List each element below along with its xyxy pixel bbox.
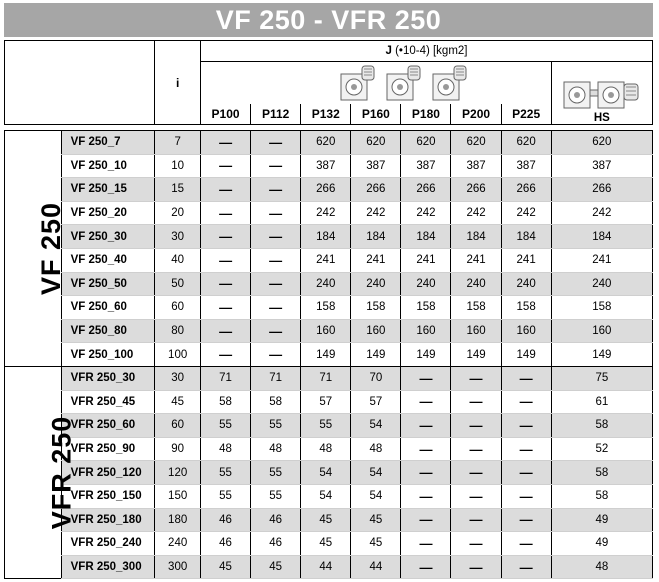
inertia-cell: 55 xyxy=(251,484,301,508)
inertia-cell: — xyxy=(401,367,451,391)
inertia-cell: 45 xyxy=(351,508,401,532)
inertia-cell: 184 xyxy=(401,225,451,249)
inertia-cell: — xyxy=(401,555,451,579)
inertia-cell: — xyxy=(451,367,501,391)
inertia-cell: — xyxy=(201,131,251,155)
inertia-cell: — xyxy=(201,248,251,272)
inertia-cell: 240 xyxy=(351,272,401,296)
model-cell: VF 250_40 xyxy=(61,248,155,272)
inertia-cell: — xyxy=(251,343,301,367)
inertia-cell: 45 xyxy=(201,555,251,579)
inertia-cell: 240 xyxy=(301,272,351,296)
inertia-cell: — xyxy=(501,508,551,532)
inertia-cell: — xyxy=(451,484,501,508)
inertia-cell: 241 xyxy=(451,248,501,272)
ratio-cell: 50 xyxy=(155,272,201,296)
inertia-cell: — xyxy=(501,414,551,438)
inertia-cell: — xyxy=(201,272,251,296)
column-header: P180 xyxy=(401,104,451,125)
model-cell: VF 250_60 xyxy=(61,296,155,320)
table-row xyxy=(5,343,653,367)
inertia-cell: 44 xyxy=(301,555,351,579)
model-cell: VFR 250_90 xyxy=(61,437,155,461)
table-row xyxy=(5,555,653,579)
table-row xyxy=(5,414,653,438)
table-row xyxy=(5,225,653,249)
inertia-cell: 48 xyxy=(201,437,251,461)
vfr250-table xyxy=(4,366,653,579)
ratio-cell: 90 xyxy=(155,437,201,461)
inertia-cell: — xyxy=(201,225,251,249)
inertia-cell: 54 xyxy=(351,414,401,438)
inertia-cell: 58 xyxy=(251,390,301,414)
model-cell: VF 250_100 xyxy=(61,343,155,367)
ratio-cell: 180 xyxy=(155,508,201,532)
inertia-cell: — xyxy=(401,532,451,556)
inertia-cell: 55 xyxy=(201,484,251,508)
inertia-cell: 620 xyxy=(501,131,551,155)
hs-cell: 620 xyxy=(551,131,652,155)
inertia-cell: 71 xyxy=(301,367,351,391)
inertia-cell: 46 xyxy=(251,532,301,556)
inertia-symbol: J xyxy=(385,45,392,57)
inertia-cell: 160 xyxy=(401,319,451,343)
inertia-cell: — xyxy=(251,272,301,296)
inertia-cell: 149 xyxy=(451,343,501,367)
inertia-cell: 71 xyxy=(201,367,251,391)
column-header: P225 xyxy=(501,104,551,125)
inertia-cell: 387 xyxy=(301,154,351,178)
inertia-cell: 242 xyxy=(451,201,501,225)
inertia-cell: — xyxy=(451,461,501,485)
inertia-cell: 240 xyxy=(451,272,501,296)
inertia-cell: 158 xyxy=(501,296,551,320)
table-row xyxy=(5,154,653,178)
inertia-cell: 55 xyxy=(201,461,251,485)
block-side-label: VF 250 xyxy=(36,201,67,295)
table-row xyxy=(5,178,653,202)
model-cell: VF 250_15 xyxy=(61,178,155,202)
table-row xyxy=(5,508,653,532)
inertia-cell: 54 xyxy=(301,484,351,508)
ratio-cell: 240 xyxy=(155,532,201,556)
inertia-cell: 266 xyxy=(401,178,451,202)
inertia-cell: — xyxy=(501,461,551,485)
inertia-cell: 46 xyxy=(251,508,301,532)
hs-cell: 48 xyxy=(551,555,652,579)
inertia-cell: 240 xyxy=(501,272,551,296)
ratio-cell: 7 xyxy=(155,131,201,155)
hs-cell: 158 xyxy=(551,296,652,320)
table-row xyxy=(5,367,653,391)
inertia-cell: 184 xyxy=(451,225,501,249)
inertia-cell: — xyxy=(501,367,551,391)
inertia-cell: 184 xyxy=(301,225,351,249)
inertia-cell: 158 xyxy=(451,296,501,320)
inertia-cell: — xyxy=(201,178,251,202)
model-cell: VFR 250_150 xyxy=(61,484,155,508)
header-hs-label: HS xyxy=(593,112,610,124)
hs-cell: 58 xyxy=(551,414,652,438)
hs-cell: 387 xyxy=(551,154,652,178)
inertia-cell: 48 xyxy=(301,437,351,461)
gear-motor-icon xyxy=(430,64,470,102)
inertia-cell: 387 xyxy=(351,154,401,178)
ratio-cell: 40 xyxy=(155,248,201,272)
ratio-cell: 20 xyxy=(155,201,201,225)
inertia-cell: — xyxy=(501,555,551,579)
inertia-cell: — xyxy=(401,484,451,508)
inertia-cell: 149 xyxy=(501,343,551,367)
inertia-cell: 44 xyxy=(351,555,401,579)
inertia-cell: — xyxy=(501,532,551,556)
header-inertia-label xyxy=(201,41,653,62)
inertia-cell: 158 xyxy=(401,296,451,320)
inertia-cell: — xyxy=(251,319,301,343)
inertia-cell: — xyxy=(201,343,251,367)
table-row xyxy=(5,272,653,296)
column-header: P112 xyxy=(251,104,301,125)
inertia-cell: 158 xyxy=(301,296,351,320)
inertia-cell: 184 xyxy=(351,225,401,249)
inertia-cell: — xyxy=(451,437,501,461)
model-cell: VF 250_30 xyxy=(61,225,155,249)
table-row xyxy=(5,390,653,414)
inertia-cell: — xyxy=(401,508,451,532)
model-cell: VFR 250_180 xyxy=(61,508,155,532)
inertia-cell: 620 xyxy=(451,131,501,155)
inertia-cell: — xyxy=(451,532,501,556)
ratio-cell: 10 xyxy=(155,154,201,178)
model-cell: VFR 250_30 xyxy=(61,367,155,391)
ratio-cell: 150 xyxy=(155,484,201,508)
inertia-cell: 48 xyxy=(351,437,401,461)
inertia-cell: 160 xyxy=(351,319,401,343)
hs-cell: 52 xyxy=(551,437,652,461)
hs-cell: 241 xyxy=(551,248,652,272)
ratio-cell: 60 xyxy=(155,296,201,320)
inertia-cell: 620 xyxy=(301,131,351,155)
inertia-cell: 48 xyxy=(251,437,301,461)
inertia-cell: 45 xyxy=(351,532,401,556)
model-cell: VFR 250_240 xyxy=(61,532,155,556)
inertia-cell: — xyxy=(401,461,451,485)
hs-cell: 160 xyxy=(551,319,652,343)
block-side-label: VFR 250 xyxy=(46,415,77,530)
inertia-cell: 57 xyxy=(301,390,351,414)
ratio-cell: 300 xyxy=(155,555,201,579)
inertia-cell: 70 xyxy=(351,367,401,391)
inertia-cell: — xyxy=(201,319,251,343)
inertia-cell: 55 xyxy=(301,414,351,438)
inertia-cell: — xyxy=(451,390,501,414)
hs-cell: 49 xyxy=(551,532,652,556)
model-cell: VF 250_80 xyxy=(61,319,155,343)
inertia-cell: 149 xyxy=(301,343,351,367)
inertia-cell: — xyxy=(201,296,251,320)
gear-motor-icon xyxy=(384,64,424,102)
inertia-cell: 160 xyxy=(301,319,351,343)
table-row xyxy=(5,201,653,225)
block-side-label-cell xyxy=(5,367,77,579)
model-cell: VF 250_20 xyxy=(61,201,155,225)
inertia-cell: 241 xyxy=(351,248,401,272)
model-cell: VFR 250_300 xyxy=(61,555,155,579)
model-cell: VFR 250_45 xyxy=(61,390,155,414)
inertia-cell: 45 xyxy=(251,555,301,579)
inertia-cell: 45 xyxy=(301,508,351,532)
inertia-cell: 149 xyxy=(401,343,451,367)
hs-cell: 184 xyxy=(551,225,652,249)
model-cell: VF 250_10 xyxy=(61,154,155,178)
inertia-cell: 242 xyxy=(401,201,451,225)
hs-cell: 49 xyxy=(551,508,652,532)
inertia-cell: — xyxy=(401,390,451,414)
ratio-cell: 80 xyxy=(155,319,201,343)
model-cell: VF 250_7 xyxy=(61,131,155,155)
hs-cell: 266 xyxy=(551,178,652,202)
inertia-cell: 242 xyxy=(301,201,351,225)
inertia-cell: — xyxy=(501,390,551,414)
inertia-cell: 46 xyxy=(201,508,251,532)
model-cell: VF 250_50 xyxy=(61,272,155,296)
inertia-cell: 54 xyxy=(351,484,401,508)
inertia-cell: 58 xyxy=(201,390,251,414)
inertia-cell: 55 xyxy=(201,414,251,438)
inertia-cell: — xyxy=(251,201,301,225)
inertia-cell: — xyxy=(451,508,501,532)
ratio-cell: 120 xyxy=(155,461,201,485)
hs-cell: 58 xyxy=(551,461,652,485)
inertia-cell: — xyxy=(251,296,301,320)
inertia-cell: 54 xyxy=(301,461,351,485)
header-motor-images xyxy=(201,62,552,105)
ratio-cell: 30 xyxy=(155,225,201,249)
hs-cell: 149 xyxy=(551,343,652,367)
column-header: P132 xyxy=(301,104,351,125)
inertia-cell: — xyxy=(251,154,301,178)
inertia-cell: 242 xyxy=(351,201,401,225)
inertia-cell: — xyxy=(251,225,301,249)
inertia-cell: — xyxy=(251,248,301,272)
inertia-cell: 266 xyxy=(451,178,501,202)
inertia-cell: 242 xyxy=(501,201,551,225)
ratio-cell: 15 xyxy=(155,178,201,202)
inertia-cell: 620 xyxy=(351,131,401,155)
inertia-cell: 387 xyxy=(451,154,501,178)
inertia-cell: 266 xyxy=(501,178,551,202)
inertia-cell: 240 xyxy=(401,272,451,296)
header-corner xyxy=(5,41,155,125)
table-header xyxy=(4,40,653,125)
inertia-cell: 45 xyxy=(301,532,351,556)
table-row xyxy=(5,437,653,461)
inertia-cell: — xyxy=(401,414,451,438)
header-hs-cell xyxy=(551,62,652,125)
inertia-cell: — xyxy=(401,437,451,461)
inertia-cell: — xyxy=(501,437,551,461)
inertia-cell: — xyxy=(451,414,501,438)
block-side-label-cell xyxy=(5,131,67,367)
table-row xyxy=(5,461,653,485)
hs-cell: 61 xyxy=(551,390,652,414)
inertia-cell: 160 xyxy=(451,319,501,343)
table-row xyxy=(5,484,653,508)
table-row xyxy=(5,296,653,320)
model-cell: VFR 250_60 xyxy=(61,414,155,438)
inertia-cell: — xyxy=(451,555,501,579)
inertia-cell: 387 xyxy=(401,154,451,178)
header-ratio-label: i xyxy=(155,41,201,125)
column-header: P100 xyxy=(201,104,251,125)
gear-reducer-input-shaft-icon xyxy=(562,76,642,110)
inertia-cell: — xyxy=(251,178,301,202)
table-row xyxy=(5,131,653,155)
inertia-cell: — xyxy=(201,201,251,225)
column-header: P160 xyxy=(351,104,401,125)
inertia-cell: 184 xyxy=(501,225,551,249)
ratio-cell: 30 xyxy=(155,367,201,391)
inertia-cell: 266 xyxy=(351,178,401,202)
page-title: VF 250 - VFR 250 xyxy=(4,3,653,37)
inertia-cell: — xyxy=(201,154,251,178)
inertia-unit: (•10-4) [kgm2] xyxy=(395,45,468,57)
inertia-cell: 46 xyxy=(201,532,251,556)
inertia-cell: 54 xyxy=(351,461,401,485)
inertia-cell: 266 xyxy=(301,178,351,202)
hs-cell: 242 xyxy=(551,201,652,225)
ratio-cell: 100 xyxy=(155,343,201,367)
column-header: P200 xyxy=(451,104,501,125)
inertia-cell: 620 xyxy=(401,131,451,155)
inertia-cell: 71 xyxy=(251,367,301,391)
inertia-cell: 241 xyxy=(301,248,351,272)
inertia-cell: 57 xyxy=(351,390,401,414)
inertia-cell: — xyxy=(501,484,551,508)
inertia-cell: 55 xyxy=(251,414,301,438)
hs-cell: 58 xyxy=(551,484,652,508)
hs-cell: 75 xyxy=(551,367,652,391)
vf250-table xyxy=(4,130,653,367)
table-row xyxy=(5,248,653,272)
inertia-cell: 158 xyxy=(351,296,401,320)
inertia-cell: 387 xyxy=(501,154,551,178)
table-row xyxy=(5,319,653,343)
model-cell: VFR 250_120 xyxy=(61,461,155,485)
inertia-cell: — xyxy=(251,131,301,155)
inertia-cell: 241 xyxy=(401,248,451,272)
hs-cell: 240 xyxy=(551,272,652,296)
inertia-cell: 149 xyxy=(351,343,401,367)
inertia-cell: 55 xyxy=(251,461,301,485)
inertia-cell: 241 xyxy=(501,248,551,272)
inertia-cell: 160 xyxy=(501,319,551,343)
ratio-cell: 45 xyxy=(155,390,201,414)
gear-motor-icon xyxy=(338,64,378,102)
table-row xyxy=(5,532,653,556)
ratio-cell: 60 xyxy=(155,414,201,438)
